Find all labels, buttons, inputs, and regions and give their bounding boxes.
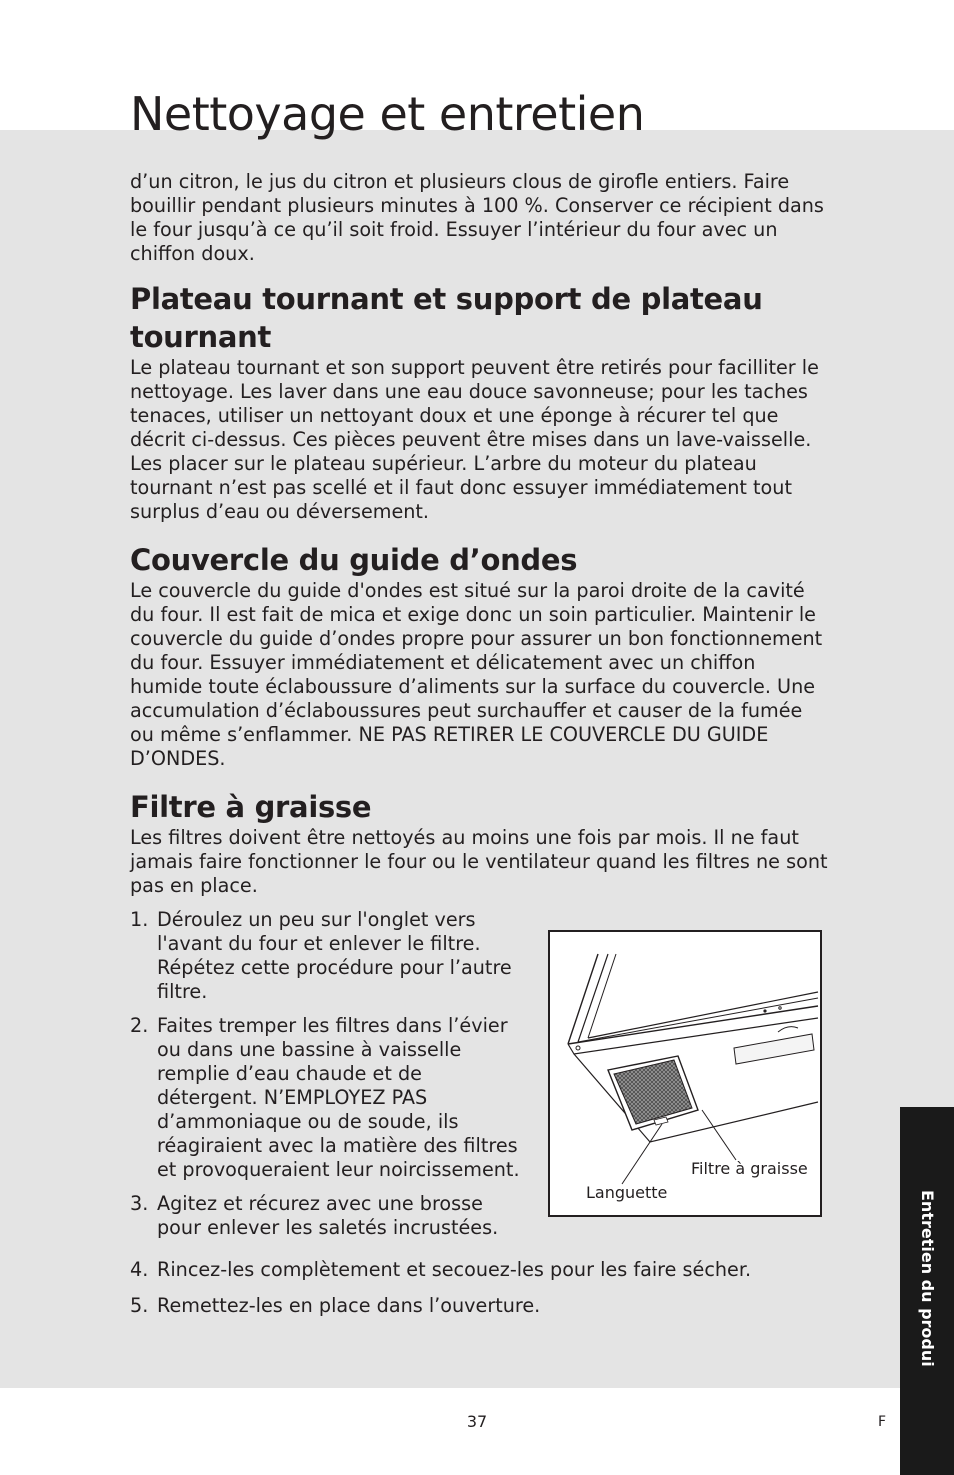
main-content (130, 170, 830, 1328)
list-item: 1. Déroulez un peu sur l'onglet vers l'avant du four et enlever le filtre. Répétez cette procédure pour l’autre filtre. (130, 908, 512, 1003)
tab-label: Languette (586, 1183, 668, 1202)
list-item: 5. Remettez-les en place dans l’ouverture. (130, 1294, 541, 1317)
language-indicator: F (878, 1414, 887, 1430)
intro-paragraph: d’un citron, le jus du citron et plusieurs clous de girofle entiers. Faire bouillir pendant plusieurs minutes à 100 %. Conserver ce récipient dans le four jusqu’à ce qu’il soit froid. Essuyer l’intérieur du four avec un chiffon doux. (130, 170, 824, 265)
page-number: 37 (466, 1412, 488, 1431)
steps-area (130, 908, 830, 1318)
grease-filter-illustration (548, 930, 822, 1217)
waveguide-paragraph: Le couvercle du guide d'ondes est situé sur la paroi droite de la cavité du four. Il est fait de mica et exige donc un soin particulier. Maintenir le couvercle du guide d’ondes propre pour assurer un bon fonctionnement du four. Essuyer immédiatement et délicatement avec un chiffon humide toute éclaboussure d’aliments sur la surface du couvercle. Une accumulation d’éclaboussures peut surchauffer et causer de la fumée ou même s’enflammer. NE PAS RETIRER LE COUVERCLE DU GUIDE D’ONDES. (130, 579, 823, 770)
page-title: Nettoyage et entretien (130, 87, 645, 141)
turntable-paragraph: Le plateau tournant et son support peuvent être retirés pour facilliter le nettoyage. Les laver dans une eau douce savonneuse; pour les taches tenaces, utiliser un nettoyant doux et une éponge à récurer tel que décrit ci-dessus. Ces pièces peuvent être mises dans un lave-vaisselle. Les placer sur le plateau supérieur. L’arbre du moteur du plateau tournant n’est pas scellé et il faut donc essuyer immédiatement tout surplus d’eau ou déversement. (130, 356, 819, 523)
list-item: 4. Rincez-les complètement et secouez-les pour les faire sécher. (130, 1258, 752, 1281)
section-side-tab (900, 1107, 954, 1475)
side-tab-label: Entretien du produi (918, 1190, 937, 1367)
turntable-heading: Plateau tournant et support de plateau tournant (130, 282, 763, 354)
grease-filter-paragraph: Les filtres doivent être nettoyés au moins une fois par mois. Il ne faut jamais faire fonctionner le four ou le ventilateur quand les filtres ne sont pas en place. (130, 826, 828, 897)
list-item: 2. Faites tremper les filtres dans l’évier ou dans une bassine à vaisselle remplie d’eau chaude et de détergent. N’EMPLOYEZ PAS d’ammoniaque ou de soude, ils réagiraient avec la matière des filtres et provoqueraient leur noircissement. (130, 1014, 520, 1181)
waveguide-heading: Couvercle du guide d’ondes (130, 543, 578, 577)
grease-filter-heading: Filtre à graisse (130, 790, 372, 824)
list-item: 3. Agitez et récurez avec une brosse pour enlever les saletés incrustées. (130, 1192, 499, 1239)
filter-label: Filtre à graisse (691, 1159, 808, 1178)
